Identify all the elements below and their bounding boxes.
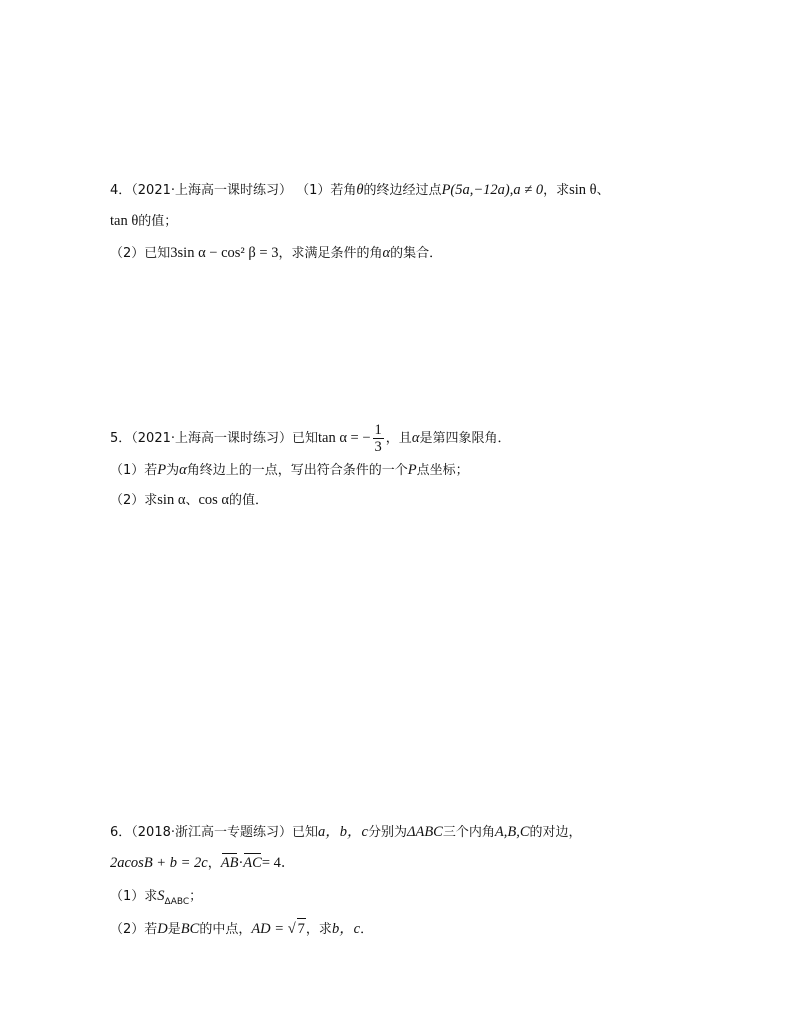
problem-6-part2-text-2: 的中点，	[199, 922, 252, 937]
cos-alpha: cos α	[198, 492, 230, 508]
separator: 、	[185, 493, 199, 508]
dot-operator: ·	[238, 855, 244, 871]
problem-6-line-3	[110, 886, 202, 908]
problem-6-part2-end: ．	[360, 922, 374, 937]
dot-product-value: = 4．	[261, 855, 296, 871]
alpha-symbol: α	[382, 245, 391, 261]
area-symbol: S	[157, 888, 165, 904]
segment-bc: BC	[180, 921, 200, 937]
sin-alpha: sin α	[157, 492, 186, 508]
fraction	[373, 422, 384, 455]
problem-6-number: 6．	[110, 825, 132, 840]
problem-6-source: （2018·浙江高一专题练习）已知	[131, 825, 318, 840]
sqrt-value: 7	[297, 918, 306, 939]
problem-5-part1-end: 点坐标；	[416, 463, 469, 478]
problem-5-part1-text-2: 角终边上的一点，写出符合条件的一个	[186, 463, 408, 478]
comma: ，	[207, 856, 221, 871]
problem-4-part2-label: （2）已知	[110, 246, 171, 261]
alpha-symbol: α	[179, 462, 187, 478]
triangle-abc: ΔABC	[406, 824, 443, 840]
problem-4-part2-text: ，求满足条件的角	[278, 246, 383, 261]
problem-5-source: （2021·上海高一课时练习）已知	[131, 431, 318, 446]
problem-6-text-2: 三个内角	[442, 825, 495, 840]
problem-6-text-3: 的对边，	[529, 825, 582, 840]
problem-5-part1-text: 为	[166, 463, 180, 478]
problem-4-part2-end: 的集合．	[390, 246, 443, 261]
equation: 3sin α − cos² β = 3	[170, 245, 279, 261]
problem-6-part2-label: （2）若	[110, 922, 158, 937]
tan-theta: tan θ	[110, 213, 139, 229]
fraction-denominator: 3	[374, 439, 382, 455]
separator: 、	[596, 183, 610, 198]
problem-5-line-1	[110, 422, 510, 455]
problem-6-part2-text-3: ，求	[305, 922, 332, 937]
problem-4-text: 的终边经过点	[363, 183, 442, 198]
condition-equation: 2acosB + b = 2c	[110, 855, 208, 871]
vector-ac: AC	[243, 855, 262, 871]
problem-6-part1-label: （1）求	[110, 889, 158, 904]
area-subscript: ΔABC	[164, 897, 190, 907]
problem-5-given-end: 是第四象限角．	[419, 431, 511, 446]
problem-4-number: 4．	[110, 183, 132, 198]
tan-expression: tan α = −	[318, 430, 371, 446]
problem-6-line-1	[110, 822, 582, 843]
side-variables: a，b，c	[318, 824, 368, 840]
problem-4-line-3	[110, 243, 442, 264]
point-P: P	[407, 462, 417, 478]
ad-expression: AD =	[251, 921, 288, 937]
theta-symbol: θ	[356, 182, 364, 198]
problem-4-source: （2021·上海高一课时练习）	[131, 183, 292, 198]
point-expression: P(5a,−12a)	[441, 182, 510, 198]
alpha-symbol: α	[411, 430, 420, 446]
fraction-numerator: 1	[374, 422, 382, 438]
problem-4-part1-end: 的值；	[138, 214, 178, 229]
problem-4-line-2	[110, 211, 177, 232]
problem-4-line-1: 4．（2021·上海高一课时练习） （1）若角θ的终边经过点P(5a,−12a),a ≠ 0，求sin θ、	[110, 182, 610, 198]
problem-5-part2-label: （2）求	[110, 493, 158, 508]
angle-variables: A,B,C	[494, 824, 530, 840]
problem-5-line-3	[110, 490, 268, 511]
vector-ab: AB	[220, 855, 239, 871]
unknowns-bc: b，c	[331, 921, 361, 937]
problem-6-line-4	[110, 918, 373, 940]
sin-theta: sin θ	[569, 182, 597, 198]
problem-6-part2-text: 是	[167, 922, 181, 937]
problem-6-line-2	[110, 853, 295, 874]
problem-5-part2-end: 的值．	[229, 493, 269, 508]
problem-4-text-2: ，求	[543, 183, 570, 198]
problem-5-number: 5．	[110, 431, 132, 446]
problem-5-part1-label: （1）若	[110, 463, 158, 478]
point-D: D	[157, 921, 168, 937]
condition-expression: a ≠ 0	[513, 182, 544, 198]
problem-6-part1-end: ；	[189, 889, 203, 904]
sqrt-symbol: √	[287, 921, 296, 937]
problem-5-given-text: ，且	[385, 431, 412, 446]
point-P: P	[157, 462, 167, 478]
problem-5-line-2	[110, 460, 469, 481]
problem-4-part1-label: （1）若角	[296, 183, 357, 198]
problem-6-text-1: 分别为	[367, 825, 407, 840]
